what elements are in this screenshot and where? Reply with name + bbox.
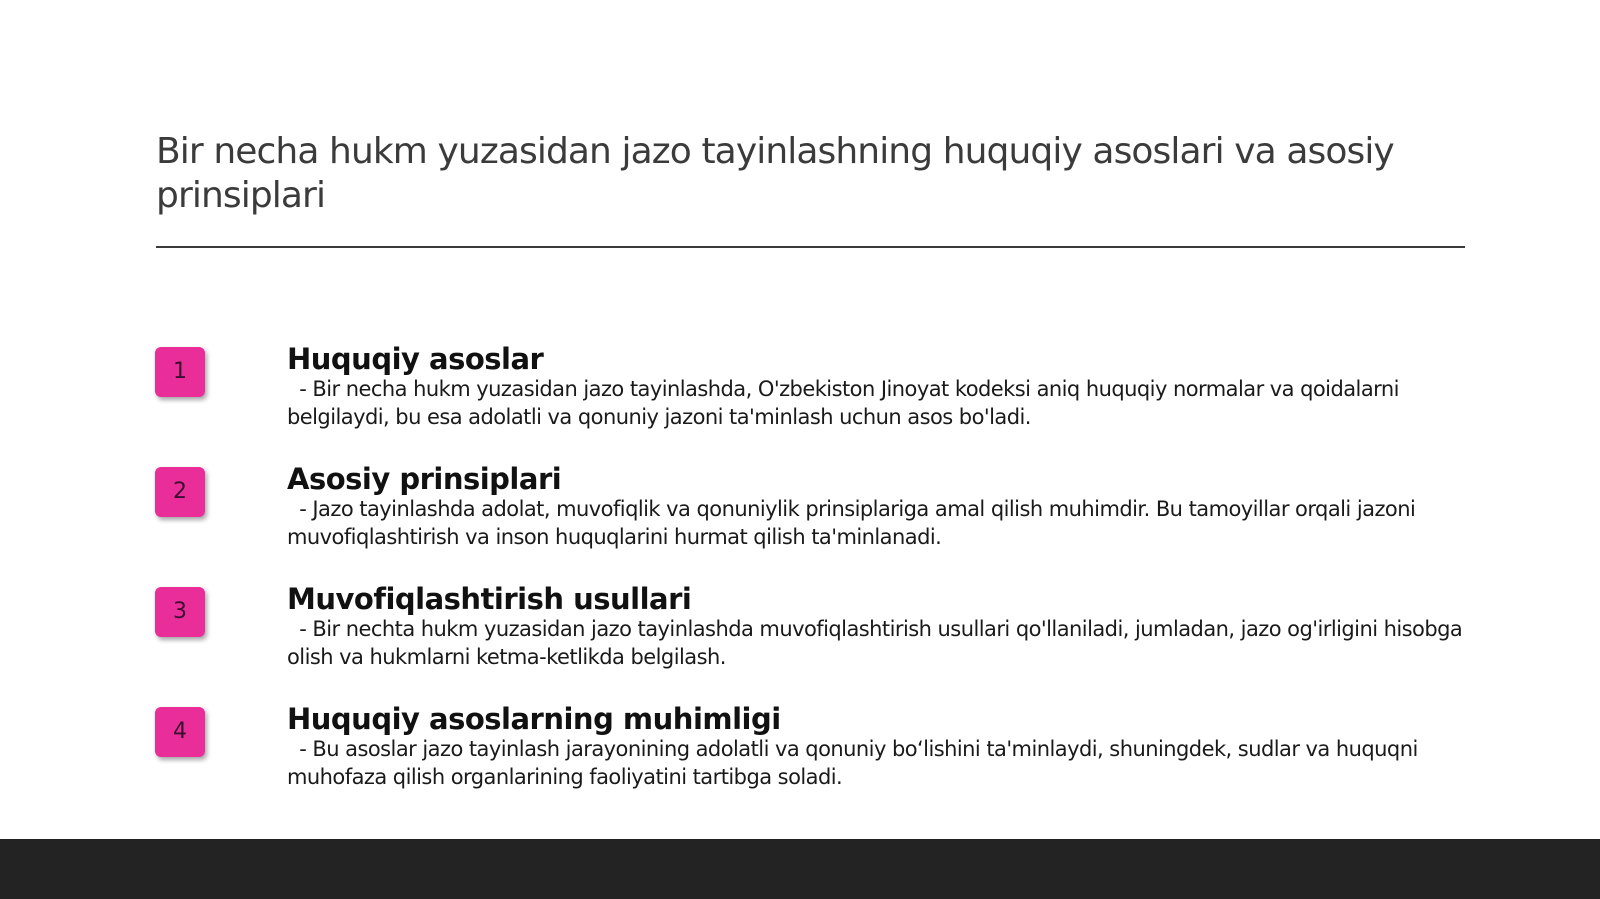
slide-title: Bir necha hukm yuzasidan jazo tayinlashning huquqiy asoslari va asosiy prinsiplari [156,131,1394,216]
number-badge: 3 [155,587,205,637]
number-badge: 2 [155,467,205,517]
item-heading: Muvofiqlashtirish usullari [287,582,692,616]
number-badge: 4 [155,707,205,757]
list-item [0,342,1600,442]
list-item [0,462,1600,562]
item-description: - Bir necha hukm yuzasidan jazo tayinlashda, O'zbekiston Jinoyat kodeksi aniq huquqiy normalar va qoidalarni belgilaydi, bu esa adolatli va qonuniy jazoni ta'minlash uchun asos bo'ladi. [287,377,1406,429]
item-description: - Bu asoslar jazo tayinlash jarayonining adolatli va qonuniy bo‘lishini ta'minlaydi, shuningdek, sudlar va huquqni muhofaza qilish organlarining faoliyatini tartibga soladi. [287,737,1424,789]
footer-bar [0,839,1600,899]
item-heading: Huquqiy asoslar [287,342,544,376]
title-divider [156,246,1465,248]
item-description: - Bir nechta hukm yuzasidan jazo tayinlashda muvofiqlashtirish usullari qo'llaniladi, jumladan, jazo og'irligini hisobga olish va hukmlarni ketma-ketlikda belgilash. [287,617,1469,669]
item-heading: Asosiy prinsiplari [287,462,562,496]
item-description: - Jazo tayinlashda adolat, muvofiqlik va qonuniylik prinsiplariga amal qilish muhimdir. Bu tamoyillar orqali jazoni muvofiqlashtirish va inson huquqlarini hurmat qilish ta'minlanadi. [287,497,1422,549]
list-item [0,702,1600,802]
number-badge: 1 [155,347,205,397]
list-item [0,582,1600,682]
item-heading: Huquqiy asoslarning muhimligi [287,702,781,736]
